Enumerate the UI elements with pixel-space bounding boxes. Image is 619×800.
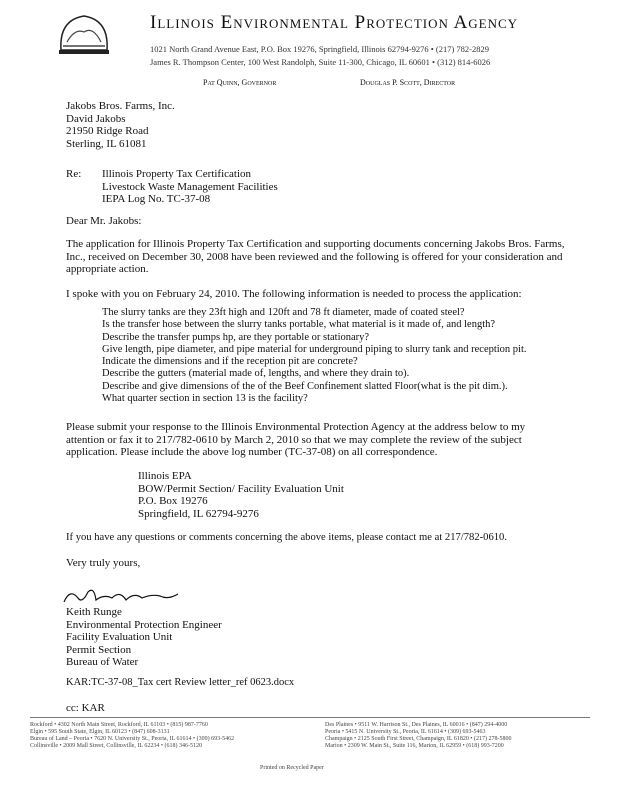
paragraph-request: I spoke with you on February 24, 2010. The following information is needed to process the application: [66, 288, 522, 300]
paragraph-intro: The application for Illinois Property Tax Certification and supporting documents concerning Jakobs Bros. Farms, Inc., received on December 30, 2008 have been reviewed and the following is offered for your consideration and appropriate action. [66, 238, 565, 275]
signer-title: Permit Section [66, 643, 132, 656]
cc-line: cc: KAR [66, 702, 105, 714]
recipient-line: David Jakobs [66, 112, 126, 125]
recycled-paper-note: Printed on Recycled Paper [260, 765, 324, 771]
footer-office: Elgin • 595 South State, Elgin, IL 60123 • (847) 608-3131 [30, 729, 170, 735]
question-item: What quarter section in section 13 is the facility? [102, 393, 308, 405]
file-reference: KAR:TC-37-08_Tax cert Review letter_ref 0623.docx [66, 677, 295, 688]
footer-office: Rockford • 4302 North Main Street, Rockford, IL 61103 • (815) 987-7760 [30, 722, 208, 728]
footer-office: Des Plaines • 9511 W. Harrison St., Des Plaines, IL 60016 • (847) 294-4000 [325, 722, 508, 728]
footer-office: Marion • 2309 W. Main St., Suite 116, Marion, IL 62959 • (618) 993-7200 [325, 743, 504, 749]
return-address-line: BOW/Permit Section/ Facility Evaluation Unit [138, 482, 344, 495]
return-address [138, 470, 344, 520]
question-item: Is the transfer hose between the slurry tanks portable, what material is it made of, and length? [102, 319, 496, 331]
return-address-line: Springfield, IL 62794-9276 [138, 507, 259, 520]
footer-office: Collinsville • 2009 Mall Street, Collinsville, IL 62234 • (618) 346-5120 [30, 743, 202, 749]
question-item: Indicate the dimensions and if the reception pit are concrete? [102, 356, 358, 368]
questions-list [102, 307, 527, 405]
signer-name: Keith Runge [66, 606, 122, 618]
paragraph-submit: Please submit your response to the Illinois Environmental Protection Agency at the address below to my attention or fax it to 217/782-0610 by March 2, 2010 so that we may complete the review of the subject application. Please include the above log number (TC-37-08) on all correspondence. [66, 421, 526, 458]
return-address-line: P.O. Box 19276 [138, 495, 208, 507]
re-label: Re: [66, 168, 82, 180]
question-item: Give length, pipe diameter, and pipe material for underground piping to slurry tank and reception pit. [102, 343, 527, 355]
signer-title: Bureau of Water [66, 656, 139, 668]
question-item: The slurry tanks are they 23ft high and 120ft and 78 ft diameter, made of coated steel? [102, 307, 465, 318]
question-item: Describe the gutters (material made of, lengths, and where they drain to). [102, 368, 410, 380]
recipient-line: 21950 Ridge Road [66, 125, 149, 137]
recipient-address [66, 100, 175, 150]
question-item: Describe the transfer pumps hp, are they portable or stationary? [102, 331, 370, 343]
salutation: Dear Mr. Jakobs: [66, 215, 142, 227]
re-line: Illinois Property Tax Certification [102, 168, 252, 180]
footer-office: Champaign • 2125 South First Street, Champaign, IL 61820 • (217) 278-5800 [325, 736, 512, 742]
agency-address-springfield: 1021 North Grand Avenue East, P.O. Box 19276, Springfield, Illinois 62794-9276 • (217) 782-2829 [150, 44, 490, 54]
agency-name: Illinois Environmental Protection Agency [150, 12, 519, 33]
return-address-line: Illinois EPA [138, 470, 192, 482]
re-line: IEPA Log No. TC-37-08 [102, 193, 211, 205]
signer-title: Facility Evaluation Unit [66, 631, 173, 643]
paragraph-contact: If you have any questions or comments concerning the above items, please contact me at 217/782-0610. [66, 532, 507, 543]
director-name: Douglas P. Scott, Director [360, 78, 456, 87]
re-subject [102, 168, 278, 206]
footer-office: Bureau of Land – Peoria • 7620 N. University St., Peoria, IL 61614 • (309) 693-5462 [30, 736, 235, 742]
footer-offices-right [325, 722, 511, 750]
governor-name: Pat Quinn, Governor [203, 78, 277, 87]
footer-office: Peoria • 5415 N. University St., Peoria, IL 61614 • (309) 693-5463 [325, 729, 486, 735]
signer-title: Environmental Protection Engineer [66, 618, 222, 631]
agency-address-chicago: James R. Thompson Center, 100 West Randolph, Suite 11-300, Chicago, IL 60601 • (312) 814-6026 [150, 57, 491, 67]
agency-seal-logo [55, 12, 113, 56]
recipient-line: Sterling, IL 61081 [66, 137, 147, 150]
handwritten-signature [60, 584, 200, 608]
signature-block [66, 606, 222, 669]
closing: Very truly yours, [66, 557, 141, 569]
re-line: Livestock Waste Management Facilities [102, 180, 278, 193]
footer-divider [30, 717, 590, 718]
footer-offices-left [30, 722, 234, 750]
question-item: Describe and give dimensions of the of the Beef Confinement slatted Floor(what is the pit dim.). [102, 380, 508, 392]
recipient-line: Jakobs Bros. Farms, Inc. [66, 100, 175, 112]
